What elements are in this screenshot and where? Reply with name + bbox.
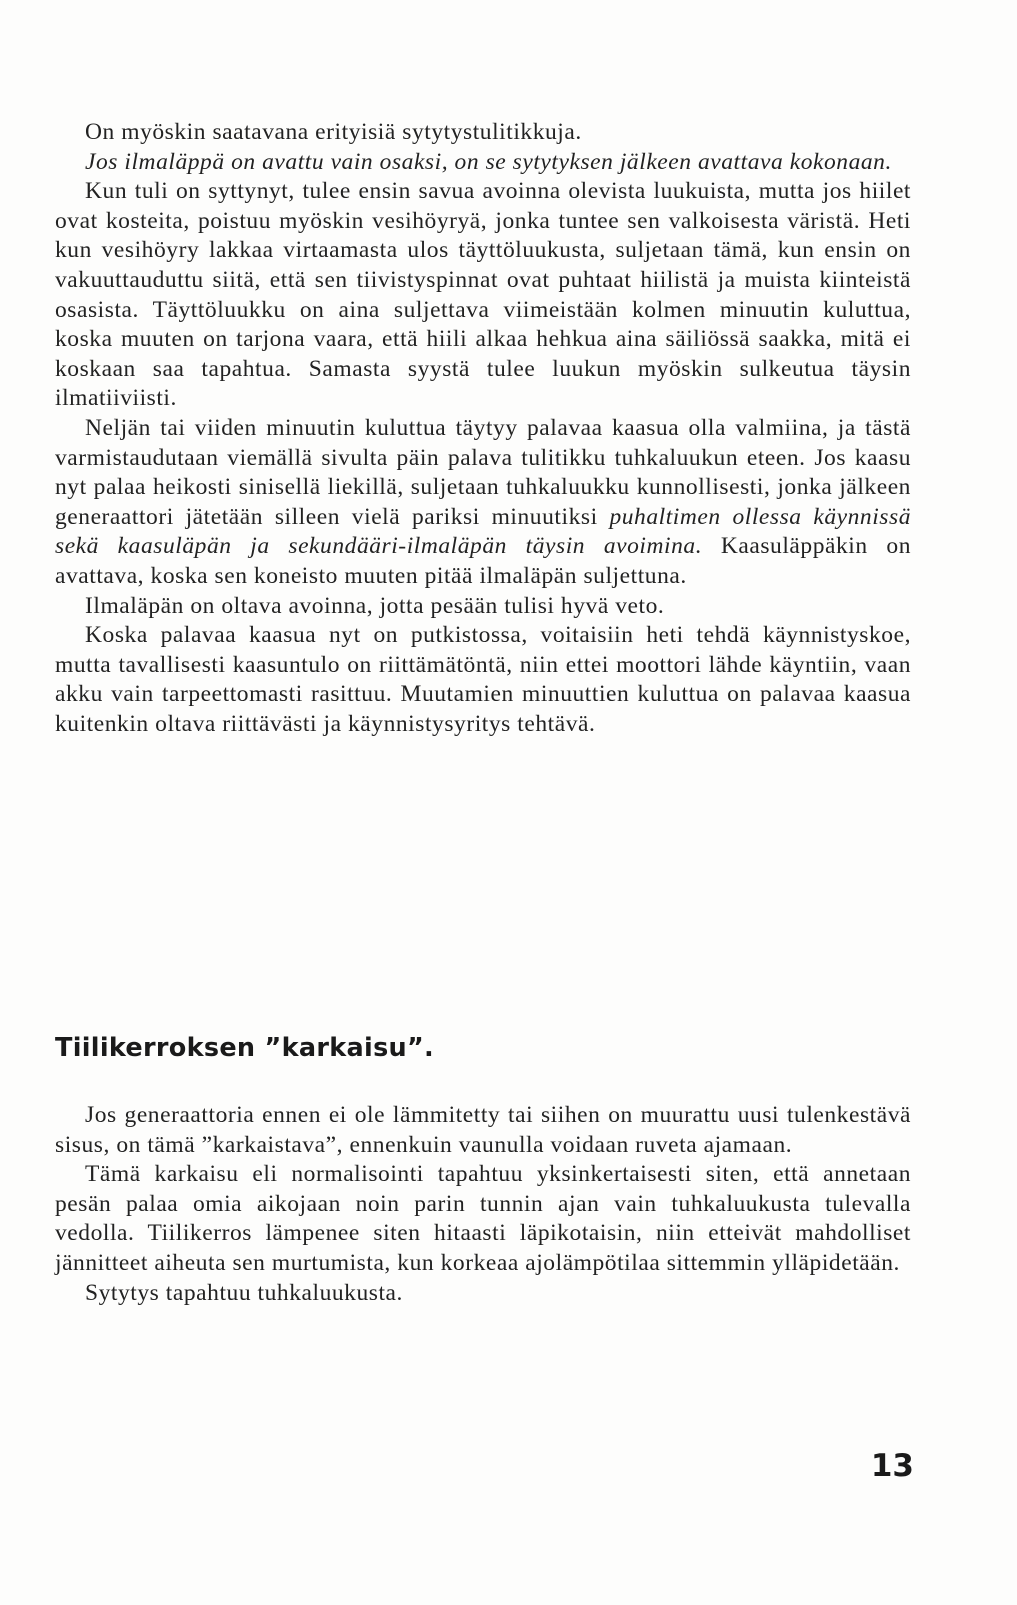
paragraph: Sytytys tapahtuu tuhkaluukusta.: [85, 1279, 403, 1306]
paragraph: Koska palavaa kaasua nyt on putkistossa, voitaisiin heti tehdä käynnistyskoe, mutta tavallisesti kaasuntulo on riittämätöntä, niin ettei moottori lähde käyntiin, vaan akku vain tarpeettomasti rasittuu. Muutamien minuuttien kuluttua on palavaa kaasua kuitenkin oltava riittävästi ja käynnistysyritys tehtävä.: [55, 622, 911, 737]
italic-text: puhaltimen ollessa käynnissä sekä kaasuläpän ja sekundääri-ilmaläpän täysin avoimina.: [55, 503, 911, 560]
paragraph: Kun tuli on syttynyt, tulee ensin savua avoinna olevista luukuista, mutta jos hiilet ovat kosteita, poistuu myöskin vesihöyryä, jonka tuntee sen valkoisesta väristä. Heti kun vesihöyry lakkaa virtaamasta ulos täyttöluukusta, suljetaan tämä, kun ensin on vakuuttauduttu siitä, että sen tiivistyspinnat ovat puhtaat hiilistä ja muista kiinteistä osasista. Täyttöluukku on aina suljettava viimeistään kolmen minuutin kuluttua, koska muuten on tarjona vaara, että hiili alkaa hehkua aina säiliössä saakka, mitä ei koskaan saa tapahtua. Samasta syystä tulee luukun myöskin sulkeutua täysin ilmatiiviisti.: [55, 178, 911, 412]
paragraph: Tämä karkaisu eli normalisointi tapahtuu yksinkertaisesti siten, että annetaan pesän palaa omia aikojaan noin parin tunnin ajan vain tuhkaluukusta tulevalla vedolla. Tiilikerros lämpenee siten hitaasti läpikotaisin, niin etteivät mahdolliset jännitteet aiheuta sen murtumista, kun korkeaa ajolämpötilaa sittemmin ylläpidetään.: [55, 1161, 911, 1276]
text-run: Neljän tai viiden minuutin kuluttua täytyy palavaa kaasua olla valmiina, ja tästä varmistaudutaan viemällä sivulta päin palava tulitikku tuhkaluukun eteen. Jos kaasu nyt palaa heikosti sinisellä liekillä, suljetaan tuhkaluukku kunnollisesti, jonka jälkeen generaattori jätetään silleen vielä pariksi minuutiksi: [55, 414, 911, 530]
paragraph: On myöskin saatavana erityisiä sytytystulitikkuja.: [85, 119, 582, 145]
paragraph: Jos generaattoria ennen ei ole lämmitetty tai siihen on muurattu uusi tulenkestävä sisus, on tämä ”karkaistava”, ennenkuin vaunulla voidaan ruveta ajamaan.: [55, 1102, 911, 1158]
section-heading: Tiilikerroksen ”karkaisu”.: [55, 1033, 435, 1063]
text-section-ignition: [55, 118, 911, 739]
paragraph-italic: [55, 148, 911, 178]
page-number: 13: [870, 1448, 914, 1484]
text-section-hardening: [55, 1101, 911, 1308]
italic-text: Jos ilmaläppä on avattu vain osaksi, on se sytytyksen jälkeen avattava kokonaan.: [85, 148, 892, 175]
paragraph: Ilmaläpän on oltava avoinna, jotta pesään tulisi hyvä veto.: [85, 592, 665, 619]
paragraph: [55, 414, 911, 592]
text-run: Kaasuläppäkin on avattava, koska sen koneisto muuten pitää ilmaläpän suljettuna.: [55, 533, 911, 589]
